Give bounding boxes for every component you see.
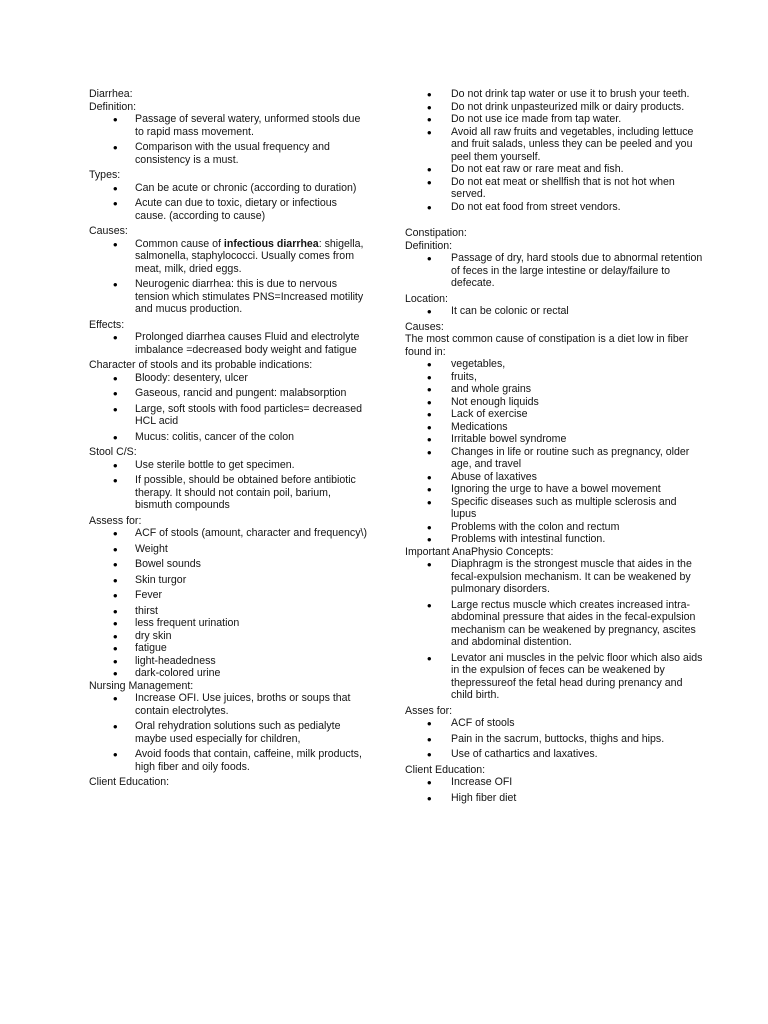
- anaphysio-list: [405, 558, 703, 702]
- list-item: • Oral rehydration solutions such as pedialyte maybe used especially for children,: [89, 720, 367, 745]
- text-segment: : shigella, salmonella, staphylococci. Usually comes from meat, milk, dried eggs.: [135, 237, 364, 275]
- list-item: • Use sterile bottle to get specimen.: [89, 459, 367, 472]
- list-item: • dry skin: [89, 630, 367, 643]
- list-item: • Bowel sounds: [89, 558, 367, 571]
- list-item: • fatigue: [89, 642, 367, 655]
- list-item: • Acute can due to toxic, dietary or infectious cause. (according to cause): [89, 197, 367, 222]
- list-item: • Ignoring the urge to have a bowel movement: [405, 483, 703, 496]
- constipation-heading: Constipation:: [405, 227, 467, 239]
- list-item: [89, 238, 367, 276]
- list-item: • Do not eat raw or rare meat and fish.: [405, 163, 703, 176]
- list-item: • Avoid all raw fruits and vegetables, including lettuce and fruit salads, unless they can be peeled and you peel them yourself.: [405, 126, 703, 164]
- anaphysio-heading: Important AnaPhysio Concepts:: [405, 545, 554, 558]
- list-item: • fruits,: [405, 371, 703, 384]
- list-item: • Pain in the sacrum, buttocks, thighs and hips.: [405, 733, 703, 746]
- list-item: • Skin turgor: [89, 574, 367, 587]
- diarrhea-heading: Diarrhea:: [89, 88, 133, 100]
- text-segment: Common cause of: [135, 237, 224, 250]
- list-item: • It can be colonic or rectal: [405, 305, 703, 318]
- effects-list: [89, 331, 367, 356]
- list-item: • Do not use ice made from tap water.: [405, 113, 703, 126]
- assess-heading: Assess for:: [89, 514, 142, 527]
- definition-list: [89, 113, 367, 166]
- list-item: • If possible, should be obtained before antibiotic therapy. It should not contain poil, barium, bismuth compounds: [89, 474, 367, 512]
- location-heading: Location:: [405, 292, 448, 305]
- assess-list-tight: [89, 605, 367, 680]
- list-item: • Mucus: colitis, cancer of the colon: [89, 431, 367, 444]
- definition-heading: Definition:: [89, 100, 137, 113]
- list-item: • ACF of stools (amount, character and frequency\): [89, 527, 367, 540]
- causes-list: [405, 358, 703, 546]
- list-item: • Abuse of laxatives: [405, 471, 703, 484]
- stool-cs-list: [89, 459, 367, 512]
- list-item: • Gaseous, rancid and pungent: malabsorption: [89, 387, 367, 400]
- causes-text: The most common cause of constipation is a diet low in fiber found in:: [405, 333, 689, 358]
- list-item: • Do not drink unpasteurized milk or dairy products.: [405, 101, 703, 114]
- list-item: • Lack of exercise: [405, 408, 703, 421]
- client-education-heading: Client Education:: [89, 776, 170, 788]
- list-item: • Medications: [405, 421, 703, 434]
- list-item: • Irritable bowel syndrome: [405, 433, 703, 446]
- causes-list: [89, 238, 367, 316]
- list-item: • ACF of stools: [405, 717, 703, 730]
- list-item: • Problems with the colon and rectum: [405, 521, 703, 534]
- nursing-management-list: [89, 692, 367, 773]
- list-item: • Passage of several watery, unformed stools due to rapid mass movement.: [89, 113, 367, 138]
- asses-heading: Asses for:: [405, 704, 453, 717]
- definition-list: [405, 252, 703, 290]
- list-item: • High fiber diet: [405, 792, 703, 805]
- list-item: • Bloody: desentery, ulcer: [89, 372, 367, 385]
- list-item: • and whole grains: [405, 383, 703, 396]
- list-item: • Passage of dry, hard stools due to abnormal retention of feces in the large intestine or delay/failure to defecate.: [405, 252, 703, 290]
- list-item: • Comparison with the usual frequency and consistency is a must.: [89, 141, 367, 166]
- list-item: • Do not eat food from street vendors.: [405, 201, 703, 214]
- list-item: • dark-colored urine: [89, 667, 367, 680]
- bold-term: infectious diarrhea: [223, 237, 319, 250]
- asses-list: [405, 717, 703, 761]
- list-item: • Neurogenic diarrhea: this is due to nervous tension which stimulates PNS=Increased motility and mucus production.: [89, 278, 367, 316]
- list-item: • Increase OFI: [405, 776, 703, 789]
- location-list: [405, 305, 703, 318]
- types-heading: Types:: [89, 169, 121, 181]
- character-heading: Character of stools and its probable indications:: [89, 359, 313, 371]
- list-item: • Use of cathartics and laxatives.: [405, 748, 703, 761]
- list-item: • Changes in life or routine such as pregnancy, older age, and travel: [405, 446, 703, 471]
- causes-heading: Causes:: [405, 320, 444, 333]
- list-item: • Increase OFI. Use juices, broths or soups that contain electrolytes.: [89, 692, 367, 717]
- list-item: • vegetables,: [405, 358, 703, 371]
- stool-cs-heading: Stool C/S:: [89, 446, 137, 458]
- list-item: • Large rectus muscle which creates increased intra-abdominal pressure that aides in the fecal-expulsion mechanism can be weakened by pregnancy, ascites and abdominal distention.: [405, 599, 703, 649]
- list-item: • less frequent urination: [89, 617, 367, 630]
- causes-heading: Causes:: [89, 225, 128, 237]
- left-column: [89, 88, 367, 789]
- nursing-management-heading: Nursing Management:: [89, 679, 194, 692]
- list-item: • Levator ani muscles in the pelvic floor which also aids in the expulsion of feces can be weakened by thepressureof the fetal head during prenancy and child birth.: [405, 652, 703, 702]
- list-item: • Large, soft stools with food particles= decreased HCL acid: [89, 403, 367, 428]
- list-item: • Specific diseases such as multiple sclerosis and lupus: [405, 496, 703, 521]
- definition-heading: Definition:: [405, 239, 453, 252]
- list-item: • Diaphragm is the strongest muscle that aides in the fecal-expulsion mechanism. It can be weakened by pulmonary disorders.: [405, 558, 703, 596]
- list-item: • Weight: [89, 543, 367, 556]
- character-list: [89, 372, 367, 444]
- effects-heading: Effects:: [89, 318, 125, 331]
- list-item: • Can be acute or chronic (according to duration): [89, 182, 367, 195]
- list-item: • Do not eat meat or shellfish that is not hot when served.: [405, 176, 703, 201]
- client-education-list: [405, 88, 703, 213]
- assess-list: [89, 527, 367, 602]
- client-education-heading: Client Education:: [405, 763, 486, 776]
- list-item: • Fever: [89, 589, 367, 602]
- list-item: • Not enough liquids: [405, 396, 703, 409]
- list-item: • Avoid foods that contain, caffeine, milk products, high fiber and oily foods.: [89, 748, 367, 773]
- client-education-list-2: [405, 776, 703, 804]
- list-item: • Do not drink tap water or use it to brush your teeth.: [405, 88, 703, 101]
- list-item: • Problems with intestinal function.: [405, 533, 703, 546]
- types-list: [89, 182, 367, 223]
- list-item: • Prolonged diarrhea causes Fluid and electrolyte imbalance =decreased body weight and fatigue: [89, 331, 367, 356]
- right-column: [405, 88, 703, 807]
- spacer: [405, 213, 703, 227]
- list-item: • thirst: [89, 605, 367, 618]
- list-item: • light-headedness: [89, 655, 367, 668]
